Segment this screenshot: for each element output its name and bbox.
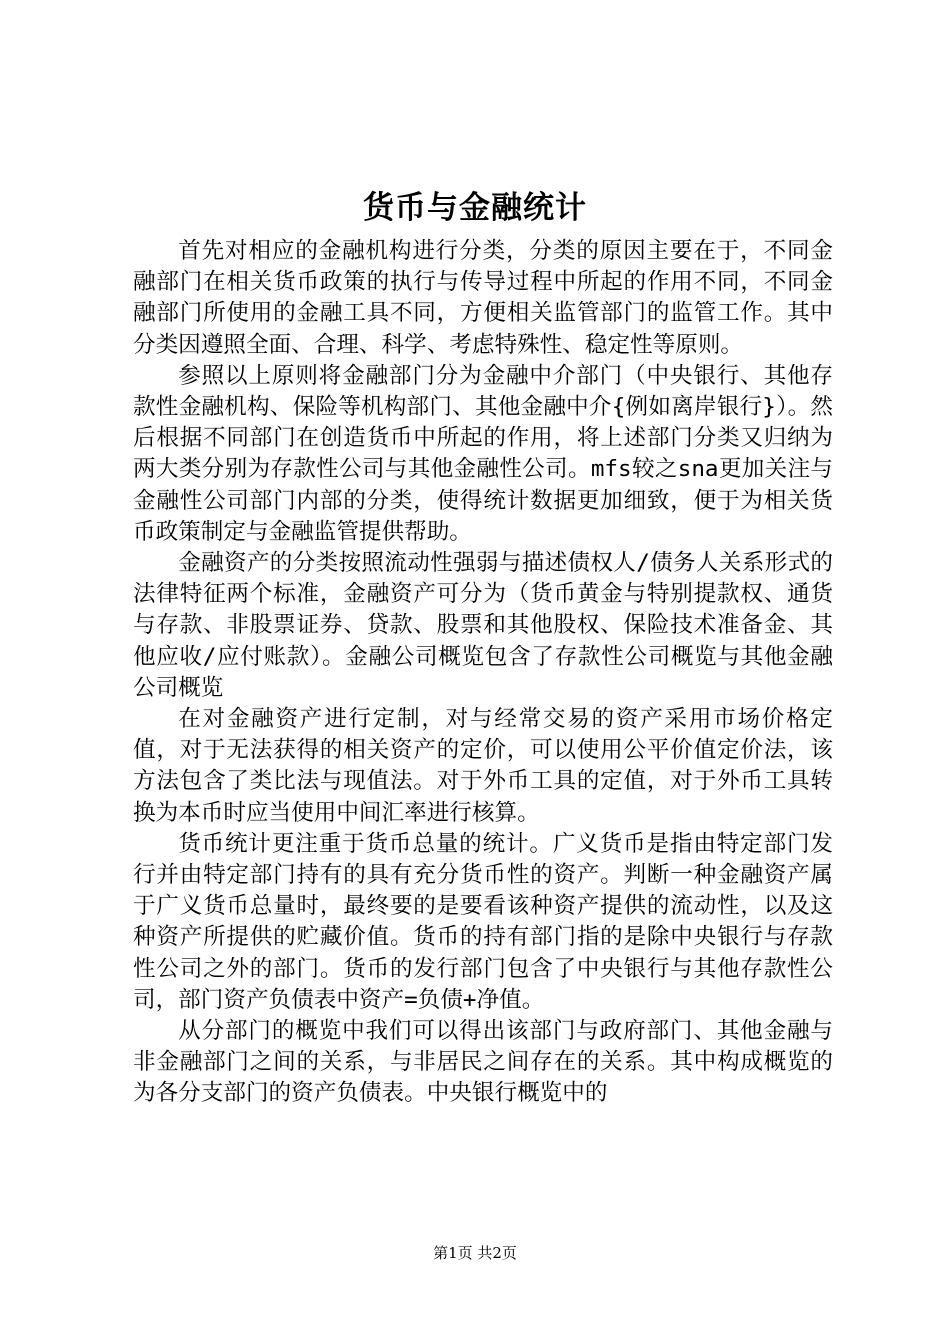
paragraph-2: 参照以上原则将金融部门分为金融中介部门（中央银行、其他存款性金融机构、保险等机构部门、其他金融中介{例如离岸银行}）。然后根据不同部门在创造货币中所起的作用，将上述部门分类又归纳为两大类分别为存款性公司与其他金融性公司。mfs较之sna更加关注与金融性公司部门内部的分类，使得统计数据更加细致，便于为相关货币政策制定与金融监管提供帮助。 bbox=[133, 362, 833, 545]
document-body bbox=[133, 236, 833, 1110]
paragraph-3: 金融资产的分类按照流动性强弱与描述债权人/债务人关系形式的法律特征两个标准，金融资产可分为（货币黄金与特别提款权、通货与存款、非股票证券、贷款、股票和其他股权、保险技术准备金、其他应收/应付账款）。金融公司概览包含了存款性公司概览与其他金融公司概览 bbox=[133, 550, 833, 701]
paragraph-6: 从分部门的概览中我们可以得出该部门与政府部门、其他金融与非金融部门之间的关系，与非居民之间存在的关系。其中构成概览的为各分支部门的资产负债表。中央银行概览中的 bbox=[133, 1018, 833, 1107]
paragraph-4: 在对金融资产进行定制，对与经常交易的资产采用市场价格定值，对于无法获得的相关资产的定价，可以使用公平价值定价法，该方法包含了类比法与现值法。对于外币工具的定值，对于外币工具转换为本币时应当使用中间汇率进行核算。 bbox=[133, 706, 833, 826]
document-title: 货币与金融统计 bbox=[363, 190, 587, 226]
page-number-footer: 第1页 共2页 bbox=[433, 1244, 517, 1262]
paragraph-1: 首先对相应的金融机构进行分类，分类的原因主要在于，不同金融部门在相关货币政策的执行与传导过程中所起的作用不同，不同金融部门所使用的金融工具不同，方便相关监管部门的监管工作。其中分类因遵照全面、合理、科学、考虑特殊性、稳定性等原则。 bbox=[133, 238, 833, 358]
paragraph-5: 货币统计更注重于货币总量的统计。广义货币是指由特定部门发行并由特定部门持有的具有充分货币性的资产。判断一种金融资产属于广义货币总量时，最终要的是要看该种资产提供的流动性，以及这种资产所提供的贮藏价值。货币的持有部门指的是除中央银行与存款性公司之外的部门。货币的发行部门包含了中央银行与其他存款性公司，部门资产负债表中资产=负债+净值。 bbox=[133, 830, 833, 1013]
